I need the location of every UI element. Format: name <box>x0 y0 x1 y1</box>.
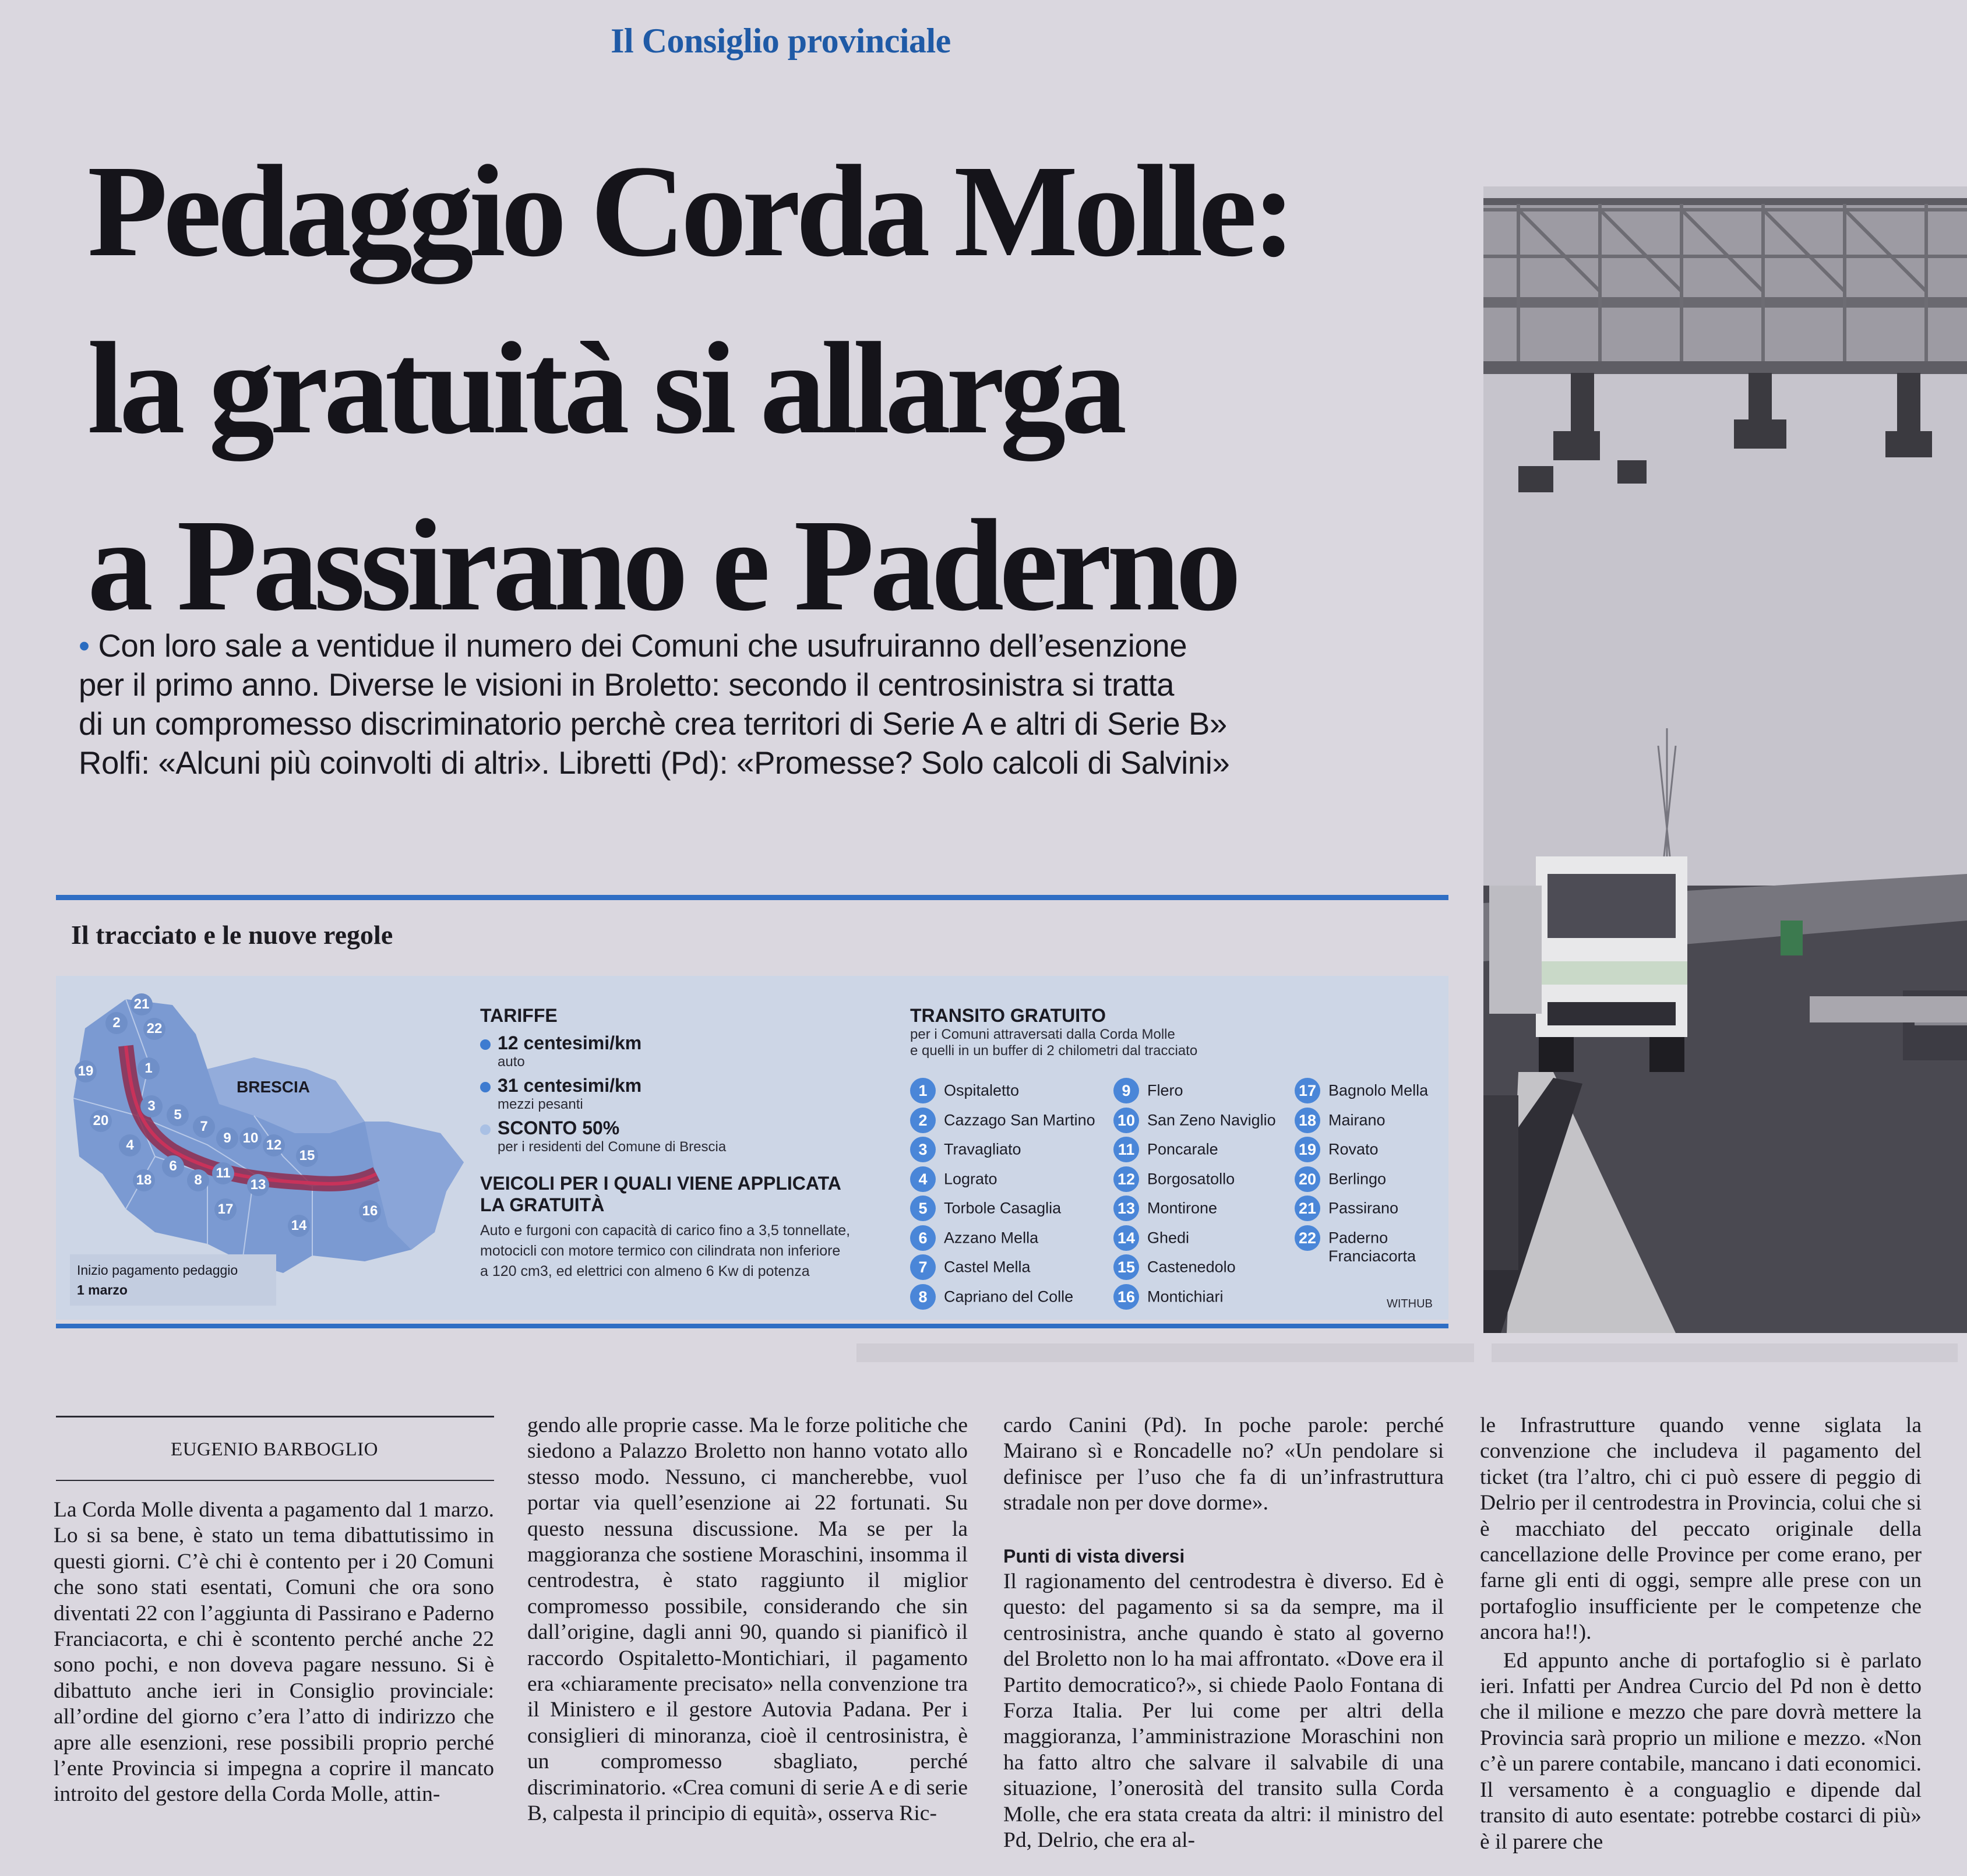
comune-item: 12 Borgosatollo <box>1113 1166 1312 1196</box>
comuni-column-3 <box>1295 1078 1440 1265</box>
summary-line-3: di un compromesso discriminatorio perchè crea territori di Serie A e altri di Serie B» <box>79 706 1227 742</box>
infographic-panel <box>56 976 1448 1320</box>
show-through-text <box>1492 1343 1958 1362</box>
comune-item: 2 Cazzago San Martino <box>910 1108 1120 1137</box>
paragraph: La Corda Molle diventa a pagamento dal 1 marzo. Lo si sa bene, è stato un tema dibattutissimo in questi giorni. C’è chi è contento per i 20 Comuni che sono stati esentati, Comuni che ora sono diventati 22 con l’aggiunta di Passirano e Paderno Franciacorta, e chi è scontento perché anche 22 sono pochi, e non doveva pagare nessuno. Si è dibattuto anche ieri in Consiglio provinciale: all’ordine del giorno c’era l’atto di indirizzo che apre alle esenzioni, rese possibili proprio perché l’ente Provincia si impegna a coprire il mancato introito del gestore della Corda Molle, attin- <box>54 1498 494 1807</box>
map-marker: 11 <box>212 1162 234 1184</box>
transito-block: TRANSITO GRATUITO per i Comuni attraversati dalla Corda Molle e quelli in un buffer di 2 chilometri dal tracciato <box>910 1005 1434 1059</box>
comune-item: 1 Ospitaletto <box>910 1078 1120 1108</box>
map-marker: 2 <box>105 1012 128 1034</box>
subheading: Punti di vista diversi <box>1003 1545 1185 1567</box>
map-marker: 20 <box>90 1110 112 1132</box>
map-marker: 15 <box>296 1145 318 1167</box>
tariffe-block <box>480 1005 900 1282</box>
comune-item: 7 Castel Mella <box>910 1254 1120 1284</box>
tariff-item: 12 centesimi/km auto <box>480 1032 900 1070</box>
comune-item: 13 Montirone <box>1113 1196 1312 1225</box>
bullet-icon <box>480 1039 491 1050</box>
comune-item: 10 San Zeno Naviglio <box>1113 1108 1312 1137</box>
bullet-icon: • <box>79 628 98 664</box>
map-city-label: BRESCIA <box>237 1078 311 1096</box>
map-marker: 21 <box>131 993 153 1015</box>
map-marker: 19 <box>75 1060 97 1082</box>
map-marker: 8 <box>187 1169 209 1191</box>
map-marker: 16 <box>359 1200 381 1222</box>
veicoli-block: VEICOLI PER I QUALI VIENE APPLICATA LA GRATUITÀ Auto e furgoni con capacità di carico fino a 3,5 tonnellate, motocicli con motore termico con cilindrata non inferiore a 120 cm3, ed elettrici con almeno 6 Kw di potenza <box>480 1173 851 1279</box>
toll-gantry-photo <box>1483 186 1967 1333</box>
comune-item: 22 Paderno <box>1295 1225 1440 1251</box>
byline-top-rule <box>56 1416 494 1417</box>
show-through-text <box>856 1343 1474 1362</box>
byline-bottom-rule <box>56 1480 494 1481</box>
news-photo <box>1483 186 1967 1333</box>
bullet-icon <box>480 1082 491 1092</box>
map-marker: 3 <box>140 1095 163 1117</box>
comune-item: 17 Bagnolo Mella <box>1295 1078 1440 1108</box>
paragraph: le Infrastrutture quando venne siglata la convenzione che includeva il pagamento del ticket (tra l’altro, chi ci può essere di peggio di Delrio per il centrodestra in Provincia, colui che si è macchiato del peccato originale della cancellazione delle Province per come erano, per farne gli enti di oggi, sempre alle prese con un portafoglio insufficiente per le competenze che ancora ha!!). <box>1480 1413 1922 1645</box>
start-payment-note: Inizio pagamento pedaggio 1 marzo <box>70 1254 276 1306</box>
byline: EUGENIO BARBOGLIO <box>171 1439 378 1460</box>
summary-line-4: Rolfi: «Alcuni più coinvolti di altri». Libretti (Pd): «Promesse? Solo calcoli di Salvini» <box>79 745 1230 781</box>
comune-item: 19 Rovato <box>1295 1137 1440 1166</box>
article-column-3 <box>1003 1413 1444 1854</box>
comune-item: 14 Ghedi <box>1113 1225 1312 1255</box>
paragraph: Il ragionamento del centrodestra è diverso. Ed è questo: del pagamento si sa da sempre, ma il centrosinistra, anche quando è stato al governo del Broletto non lo ha mai affrontato. «Dove era il Partito democratico?», si chiede Paolo Fontana di Forza Italia. Per lui come per altri della maggioranza, l’amministrazione Moraschini non ha fatto altro che salvare il salvabile di una situazione, l’onerosità del transito sulla Corda Molle, che era stata creata da altri: il ministro del Pd, Delrio, che era al- <box>1003 1570 1444 1853</box>
headline-line-3: a Passirano e Paderno <box>87 492 1237 638</box>
map-marker: 22 <box>143 1018 165 1040</box>
map-marker: 6 <box>162 1155 184 1177</box>
infographic-bottom-rule <box>56 1324 1448 1328</box>
map-marker: 14 <box>288 1215 310 1237</box>
map-marker: 13 <box>247 1174 269 1196</box>
comune-item: 9 Flero <box>1113 1078 1312 1108</box>
section-kicker: Il Consiglio provinciale <box>611 22 951 60</box>
tariffe-heading: TARIFFE <box>480 1005 558 1026</box>
comune-item: 15 Castenedolo <box>1113 1254 1312 1284</box>
bullet-icon <box>480 1124 491 1135</box>
comuni-column-1 <box>910 1078 1120 1313</box>
map-marker: 10 <box>239 1127 262 1149</box>
comune-item: 11 Poncarale <box>1113 1137 1312 1166</box>
article-column-1 <box>54 1497 494 1808</box>
article-column-2 <box>527 1413 968 1827</box>
comune-item: 4 Lograto <box>910 1166 1120 1196</box>
summary-deck <box>79 626 1436 782</box>
route-map <box>62 982 470 1314</box>
comune-item: 3 Travagliato <box>910 1137 1120 1166</box>
comune-item: 6 Azzano Mella <box>910 1225 1120 1255</box>
infographic-title: Il tracciato e le nuove regole <box>71 920 393 950</box>
comune-item: 20 Berlingo <box>1295 1166 1440 1196</box>
map-marker: 1 <box>138 1057 160 1080</box>
paragraph: cardo Canini (Pd). In poche parole: perché Mairano sì e Roncadelle no? «Un pendolare si definisce per l’uso che fa di un’infrastruttura stradale non per dove dorme». <box>1003 1413 1444 1515</box>
map-marker: 5 <box>167 1104 189 1126</box>
map-marker: 4 <box>119 1134 141 1156</box>
map-marker: 17 <box>214 1198 237 1221</box>
map-marker: 12 <box>263 1134 285 1156</box>
headline <box>87 122 1422 654</box>
paragraph: gendo alle proprie casse. Ma le forze politiche che siedono a Palazzo Broletto non hanno votato allo stesso modo. Nessuno, ci mancherebbe, vuol portar via quell’esenzione ai 22 fortunati. Su questo nessuna discussione. Ma se per la maggioranza che sostiene Moraschini, insomma il centrodestra, è stato raggiunto il miglior compromesso possibile, considerando che sin dall’origine, dagli anni 90, quando si pianificò il raccordo Ospitaletto-Montichiari, il pagamento era «chiaramente precisato» nella convenzione tra il Ministero e il gestore Autovia Padana. Per i consiglieri di minoranza, cioè il centrosinistra, è un compromesso sbagliato, perché discriminatorio. «Crea comuni di serie A e di serie B, calpesta il principio di equità», osserva Ric- <box>527 1413 968 1826</box>
comune-item-continuation: Franciacorta <box>1328 1247 1416 1265</box>
tariff-item: SCONTO 50% per i residenti del Comune di Brescia <box>480 1117 900 1155</box>
tariff-item: 31 centesimi/km mezzi pesanti <box>480 1075 900 1113</box>
comune-item: 5 Torbole Casaglia <box>910 1196 1120 1225</box>
comune-item: 18 Mairano <box>1295 1108 1440 1137</box>
paragraph: Ed appunto anche di portafoglio si è parlato ieri. Infatti per Andrea Curcio del Pd non è detto che il milione e mezzo che pare dovrà mettere la Provincia sarà proprio un milione e mezzo. «Non c’è un parere contabile, mancano i dati economici. Il versamento è a conguaglio e dipende dal transito di auto esentate: potrebbe costarci di più» è il parere che <box>1480 1648 1922 1854</box>
article-column-4 <box>1480 1413 1922 1855</box>
graphic-credit: WITHUB <box>1387 1297 1433 1310</box>
comuni-column-2 <box>1113 1078 1312 1313</box>
comune-item: 16 Montichiari <box>1113 1284 1312 1314</box>
headline-line-2: la gratuità si allarga <box>87 315 1123 461</box>
comune-item: 21 Passirano <box>1295 1196 1440 1225</box>
map-marker: 18 <box>133 1169 155 1191</box>
summary-line-2: per il primo anno. Diverse le visioni in Broletto: secondo il centrosinistra si tratta <box>79 667 1174 703</box>
transito-heading: TRANSITO GRATUITO <box>910 1005 1106 1026</box>
map-marker: 7 <box>193 1116 215 1138</box>
infographic-top-rule <box>56 895 1448 900</box>
summary-line-1: • Con loro sale a ventidue il numero dei Comuni che usufruiranno dell’esenzione <box>79 628 1187 664</box>
map-marker: 9 <box>216 1127 238 1149</box>
headline-line-1: Pedaggio Corda Molle: <box>87 138 1292 284</box>
comune-item: 8 Capriano del Colle <box>910 1284 1120 1314</box>
